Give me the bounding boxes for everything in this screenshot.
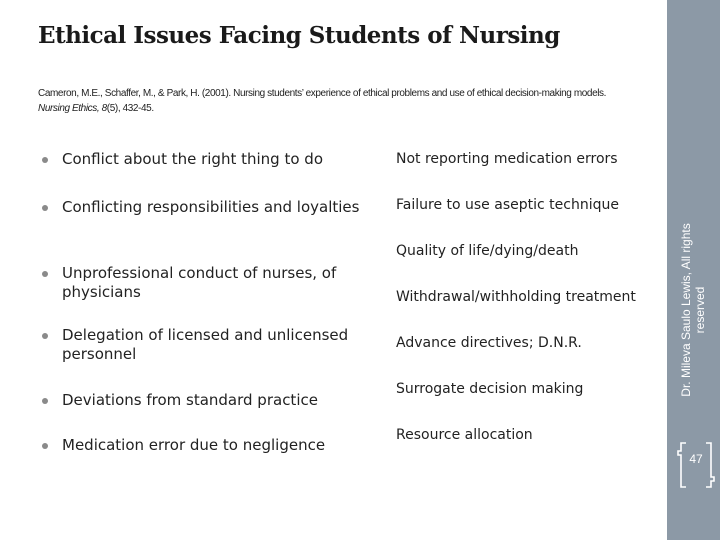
- bullet-text: Deviations from standard practice: [62, 391, 318, 409]
- right-item: Advance directives; D.N.R.: [396, 335, 582, 351]
- right-item: Quality of life/dying/death: [396, 243, 579, 259]
- citation-line-1: Cameron, M.E., Schaffer, M., & Park, H. (2001). Nursing students’ experience of ethical problems and use of ethical decision-making models.: [38, 88, 607, 99]
- citation: [38, 86, 658, 116]
- bullet-dot-icon: [42, 157, 48, 163]
- right-item: Surrogate decision making: [396, 381, 584, 397]
- bullet-text: Delegation of licensed and unlicensed personnel: [62, 326, 349, 363]
- bullet-item: [38, 264, 368, 302]
- bullet-item: [38, 391, 368, 410]
- sidebar-copyright: Dr. Mileva Saulo Lewis, All rights reserved: [679, 223, 707, 397]
- right-item: Not reporting medication errors: [396, 151, 618, 167]
- page-number: 47: [689, 452, 703, 466]
- citation-line-2: [38, 101, 658, 116]
- citation-details: (5), 432-45.: [106, 103, 154, 114]
- bullet-item: [38, 198, 368, 217]
- bullet-text: Conflicting responsibilities and loyalties: [62, 198, 360, 216]
- bullet-item: [38, 326, 368, 364]
- bullet-text: Conflict about the right thing to do: [62, 150, 323, 168]
- bullet-text: Medication error due to negligence: [62, 436, 326, 454]
- bullet-dot-icon: [42, 443, 48, 449]
- bullet-item: [38, 436, 368, 455]
- bullet-dot-icon: [42, 205, 48, 211]
- bullet-text: Unprofessional conduct of nurses, of physicians: [62, 264, 337, 301]
- bullet-dot-icon: [42, 333, 48, 339]
- bullet-dot-icon: [42, 271, 48, 277]
- right-item: Resource allocation: [396, 427, 533, 443]
- right-item: Failure to use aseptic technique: [396, 197, 619, 213]
- bullet-dot-icon: [42, 398, 48, 404]
- bullet-item: [38, 150, 368, 169]
- page-bracket-icon: [676, 441, 716, 491]
- sidebar-copyright-wrap: [667, 0, 720, 420]
- right-item: Withdrawal/withholding treatment: [396, 289, 636, 305]
- slide-title: Ethical Issues Facing Students of Nursing: [38, 22, 560, 49]
- citation-journal: Nursing Ethics, 8: [38, 103, 107, 114]
